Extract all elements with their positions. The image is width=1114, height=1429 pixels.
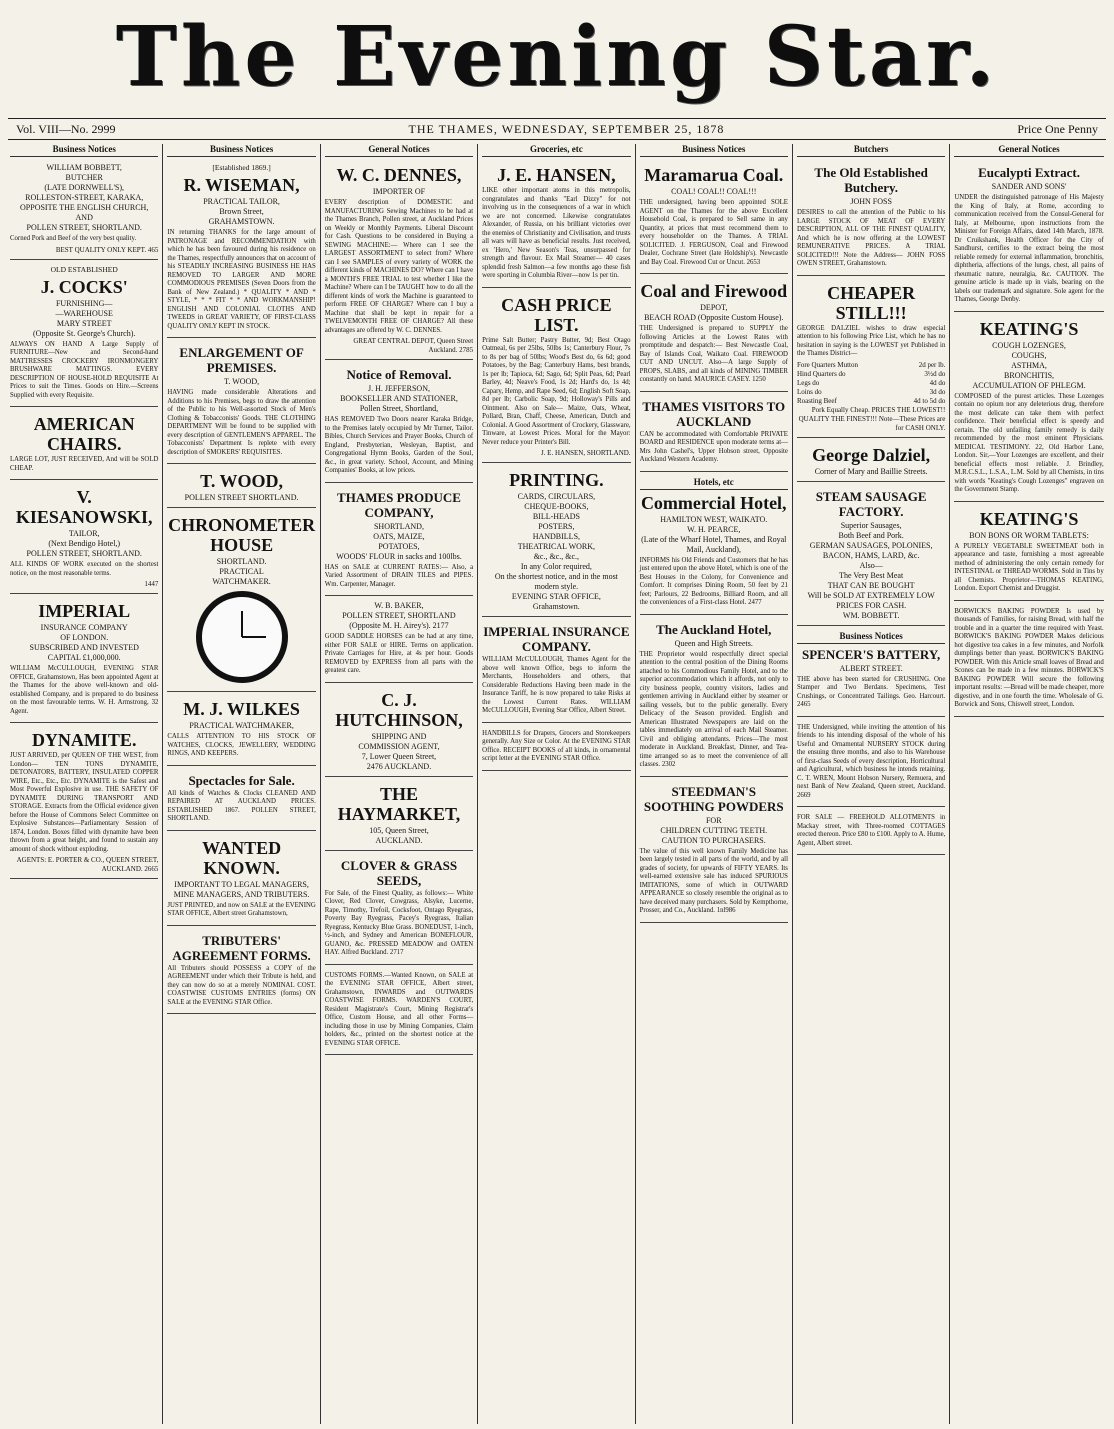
ad-line: CAUTION TO PURCHASERS. <box>661 835 766 845</box>
price-item: Hind Quarters do <box>796 369 846 378</box>
ad-line: HAMILTON WEST, WAIKATO. <box>660 514 768 524</box>
price-row <box>797 361 945 370</box>
ad-title: CLOVER & GRASS SEEDS, <box>340 857 458 888</box>
ad-line: PRACTICAL TAILOR, <box>203 197 280 206</box>
ad-line: T. WOOD, <box>224 377 260 386</box>
ad-title: WANTED KNOWN. <box>202 837 282 878</box>
ad-line: CARDS, CIRCULARS, <box>517 492 596 501</box>
ad-line: Brown Street, <box>219 207 264 216</box>
section-heading: General Notices <box>325 144 473 157</box>
ad-body: CALLS ATTENTION TO HIS STOCK OF WATCHES, CLOCKS, JEWELLERY, WEDDING RINGS, AND KEEPERS. <box>167 733 316 757</box>
ad-line: SHIPPING AND <box>371 731 427 741</box>
ad-body: UNDER the distinguished patronage of His Majesty the King of Italy, at Rome, according to communication received from the Consul-General for Italy, at Melbourne, upon instructions from the Minister for Foreign Affairs, dated 14th March, 1878. Dr Cruikshank, Health Officer for the City of Sandhurst, certifies to the extract being the most reliable remedy for external inflammation, bronchitis, diphtheria, affections of the lungs, chest, all pains of rheumatic nature, neuralgia, &c. CAUTION. The genuine article is made up in vials, bearing on the labels our trademark and signature. Sole agent for the Thames, George Denby. <box>954 194 1104 303</box>
advertisement <box>954 504 1103 601</box>
ad-title: IMPERIAL <box>38 601 131 621</box>
ad-title: R. WISEMAN, <box>183 175 300 195</box>
advertisement <box>325 853 473 965</box>
ad-body: ALL KINDS OF WORK executed on the shortest notice, on the most reasonable terms. <box>10 561 159 577</box>
ad-line: BON BONS OR WORM TABLETS: <box>969 530 1089 540</box>
ad-title: T. WOOD, <box>200 471 284 491</box>
ad-body: Corned Pork and Beef of the very best quality. <box>10 235 137 242</box>
ad-line: COAL! COAL!! COAL!!! <box>671 187 757 196</box>
ad-line: Grahamstown. <box>532 602 580 611</box>
advertisement <box>325 967 473 1056</box>
ad-footer: Pork Equally Cheap. PRICES THE LOWEST!! QUALITY THE FINEST!!! Note—These Prices are for CASH ONLY. <box>798 405 946 432</box>
ad-line: WATCHMAKER. <box>212 577 271 586</box>
ad-title: AMERICAN CHAIRS. <box>33 414 135 454</box>
ad-line: POLLEN STREET, SHORTLAND. <box>26 223 142 232</box>
ad-body: THE Proprietor would respectfully direct special attention to the central position of the Dining Rooms attached to his Commodious Family Hotel, and to the superior accommodation which it affords, not only to city business people, country visitors, ladies and gentlemen arriving in Auckland either by steamer or sailing vessels, but to the public generally. Every Delicacy of the Season provided. English and American Illustrated Newspapers are laid on the tables immediately on arrival of each Mail Steamer. Civil and obliging attendants. Prices—The most moderate in Auckland. Breakfast, Dinner, and Tea-time arranged so as to meet the convenience of all classes. 2302 <box>639 650 788 768</box>
ad-body: LIKE other important atoms in this metropolis, congratulates and thanks "Earl Dizzy" for not involving us in the consequences of a war in which we are not concerned. Likewise congratulates Alexander, of Russia, on his brilliant victories over the enemies of Christianity and Civilisation, and trusts all wars will have as beneficial results. Just received, ex 'Hero,' New Season's Teas, unsurpassed for strength and flavour. Ex Mail Steamer— 40 cases splendid fresh Salmon—a few months ago these fish were sporting in Columbia River—now 1s per tin. <box>482 187 631 279</box>
ad-line: AND <box>75 213 93 222</box>
price-row <box>797 388 945 397</box>
ad-title: STEEDMAN'S SOOTHING POWDERS <box>643 783 784 814</box>
ad-line: 105, Queen Street, <box>369 825 429 835</box>
ad-line: (Next Bendigo Hotel,) <box>48 539 121 548</box>
advertisement <box>167 833 315 926</box>
advertisement <box>325 362 473 483</box>
ad-line: THAT CAN BE BOUGHT <box>827 580 915 590</box>
advertisement <box>10 596 158 723</box>
ad-body: All Tributers should POSSESS a COPY of the AGREEMENT under which their Tribute is held, and they can now do so at a merely NOMINAL COST. COASTWISE CUSTOMS ENTRIES (forms) ON SALE at the EVENING STAR Office. <box>167 964 316 1006</box>
ad-line: &c., &c., &c., <box>533 552 580 561</box>
ad-footer: J. E. HANSEN, SHORTLAND. <box>540 449 631 457</box>
ad-body: CUSTOMS FORMS.—Wanted Known, on SALE at the EVENING STAR OFFICE, Albert street, Grahamstown, INWARDS and OUTWARDS COASTWISE FORMS. WARDEN'S COURT, Resident Magistrate's Court, Mining Registrar's Office, Custom House, and all other Forms—including those in use by Mining Companies, Claim holders, &c., printed on the shortest notice at the EVENING STAR OFFICE. <box>324 971 474 1047</box>
section-heading: Business Notices <box>797 631 945 644</box>
advertisement <box>167 768 315 831</box>
ad-title: Notice of Removal. <box>346 367 452 382</box>
column-2 <box>163 144 320 1424</box>
ad-body: HAS on SALE at CURRENT RATES:— Also, a Varied Assortment of DRAIN TILES and PIPES. Wm. Carpenter, Manager. <box>324 563 474 588</box>
price: Price One Penny <box>1017 121 1098 136</box>
advertisement <box>482 619 630 723</box>
ad-title: THAMES PRODUCE COMPANY, <box>337 489 461 520</box>
ad-line: POLLEN STREET, SHORTLAND <box>342 611 456 620</box>
ad-line: ASTHMA, <box>1011 360 1047 370</box>
ad-line: WM. BOBBETT. <box>842 610 900 620</box>
ad-title: SPENCER'S BATTERY, <box>802 646 941 662</box>
ad-body: HAVING made considerable Alterations and Additions to his Premises, begs to draw the attention of the Public to his Well-assorted Stock of Men's Clothing & Tobacconists' Goods. THE CLOTHING DEPARTMENT Will be found to be supplied with every description of GENTLEMEN'S APPAREL. The Tobacconists' Department Is replete with every description of SMOKERS' REQUISITES. <box>167 389 316 456</box>
ad-body: INFORMS his Old Friends and Customers that he has just entered upon the above Hotel, which is one of the Best Houses in the Colony, for Convenience and Comfort. It comprises Dining Room, 50 feet by 21 feet; Parlours, 22 Bedrooms, Billiard Room, and all the conveniences of a First-class Hotel. 2477 <box>639 556 788 606</box>
ad-line: Will be SOLD AT EXTREMELY LOW <box>807 590 935 600</box>
ad-line: AUCKLAND. <box>375 835 423 845</box>
advertisement <box>640 779 788 923</box>
ad-title: DYNAMITE. <box>31 730 137 750</box>
advertisement <box>640 617 788 777</box>
ad-footer: 1447 <box>144 580 159 588</box>
ad-title: C. J. HUTCHINSON, <box>335 689 463 730</box>
ad-line: CAPITAL £1,000,000. <box>47 653 121 662</box>
advertisement <box>797 440 945 482</box>
ad-body: WILLIAM McCULLOUGH, EVENING STAR OFFICE, Grahamstown, Has been appointed Agent at the Thames for the above well-known and old-established Company, and is prepared to do business on the most favourable terms. W. H. Armstrong, 32 Agent. <box>10 665 159 715</box>
column-6 <box>793 144 950 1424</box>
advertisement <box>10 262 158 408</box>
advertisement <box>325 685 473 777</box>
ad-line: COUGH LOZENGES, <box>992 340 1066 350</box>
ad-line: Also— <box>859 560 883 570</box>
price-value: 2d per lb. <box>918 360 946 369</box>
ad-body: THE Undersigned, while inviting the attention of his friends to his intending disposal of the whole of his Useful and Ornamental NURSERY STOCK during the ensuing three months, and also to his Warehouse of first-class Seeds of every description, Horticultural and Agricultural, which business he intends retaining. C. T. WREN, Mount Hobson Nursery, Remuera, and next Bank of New Zealand, Queen street, Auckland. 2669 <box>796 723 946 799</box>
ad-body: For Sale, of the Finest Quality, as follows:— White Clover, Red Clover, Cowgrass, Alsyke, Lucerne, Rape, Timothy, Trefoil, Cocksfoot, Ontago Ryegrass, Poverty Bay Ryegrass, Pacey's Ryegrass, Italian Ryegrass, Kentucky Blue Grass. BONEDUST, 1-inch, ½-inch, and Sydney and American BONEFLOUR, GUANO, &c. PRESSED MEADOW and OATEN HAY. Alfred Buckland. 2717 <box>324 889 474 956</box>
advertisement <box>325 485 473 597</box>
price-row <box>797 379 945 388</box>
advertisement <box>482 725 630 771</box>
ad-line: Queen and High Streets. <box>674 638 753 648</box>
ad-title: Commercial Hotel, <box>640 492 787 513</box>
advertisement <box>954 603 1103 717</box>
ad-body: BORWICK'S BAKING POWDER Is used by thousands of Families, for raising Bread, with half the trouble and in a quarter the time required with Yeast. BORWICK'S BAKING POWDER Makes delicious hot digestive tea cakes in a few minutes, and Norfolk dumplings better than yeast. BORWICK'S BAKING POWDER. With this Article small loaves of Bread and Scones can be made in a few minutes. BORWICK'S BAKING POWDER Will secure the following important results: —Bread will be made cheaper, more digestive, and in one fourth the time. Wholesale of G. Borwick and Sons, Chiswell street, London. <box>954 607 1104 708</box>
ad-line: POLLEN STREET, SHORTLAND. <box>26 549 142 558</box>
ad-line: INSURANCE COMPANY <box>40 623 128 632</box>
ad-title: STEAM SAUSAGE FACTORY. <box>815 488 927 519</box>
ad-line: DEPOT, <box>700 303 728 312</box>
advertisement <box>797 278 945 438</box>
ad-body: All kinds of Watches & Clocks CLEANED AND REPAIRED AT AUCKLAND PRICES. ESTABLISHED 1867. POLLEN STREET, SHORTLAND. <box>167 789 316 822</box>
ad-title: J. COCKS' <box>40 276 128 297</box>
advertisement <box>167 160 315 338</box>
ad-body: COMPOSED of the purest articles. These Lozenges contain no opium nor any deleterious drug, therefore the most delicate can take them with perfect confidence. Their beneficial effect is speedy and certain. The old unfailing family remedy is daily recommended by the most eminent Physicians. MEDICAL TESTIMONY. 22, Old Harbor Lane, London. Sir,—Your Lozenges are excellent, and their beneficial effects most reliable. J. Brindley, M.R.C.S.L., L.S.A., L.M. Sold by all Chemists, in tins with words "Keating's Cough Lozenges" engraven on the Government Stamp. <box>954 392 1104 493</box>
ad-line: CHILDREN CUTTING TEETH. <box>660 825 768 835</box>
section-heading: Business Notices <box>167 144 315 157</box>
newspaper-title: The Evening Star. <box>115 9 999 105</box>
ad-line: (Opposite M. H. Airey's). 2177 <box>349 621 449 630</box>
ad-line: W. B. BAKER, <box>374 601 424 610</box>
ad-line: BACON, HAMS, LARD, &c. <box>822 550 920 560</box>
ad-title: ENLARGEMENT OF PREMISES. <box>179 345 304 375</box>
ad-line: 7, Lower Queen Street, <box>361 751 437 761</box>
ad-title: Coal and Firewood <box>640 281 788 301</box>
advertisement <box>10 409 158 480</box>
ad-body: WILLIAM McCULLOUGH, Thames Agent for the above well known Office, begs to inform the Merchants, Householders and others, that Considerable Reductions Having been made in the Insurance Tariff, he is now prepared to take Risks at the Lowest Current Rates. WILLIAM McCULLOUGH, Evening Star Office, Albert Street. <box>482 656 631 714</box>
ad-body: GOOD SADDLE HORSES can be had at any time, either FOR SALE or HIRE. Terms on application. Private Carriages for Hire, at 4s per hour. Goods REMOVED by EXPRESS from all parts with the greatest care. <box>324 633 474 674</box>
section-heading: Butchers <box>797 144 945 157</box>
ad-line: 2476 AUCKLAND. <box>366 761 432 771</box>
ad-title: V. KIESANOWSKI, <box>15 487 153 527</box>
clock-illustration <box>196 591 288 683</box>
ad-title: IMPERIAL INSURANCE COMPANY. <box>483 624 630 654</box>
price-row <box>797 397 945 406</box>
section-heading: Groceries, etc <box>482 144 630 157</box>
price-row <box>797 370 945 379</box>
ad-footer: BEST QUALITY ONLY KEPT. 465 <box>55 245 159 254</box>
ad-line: J. H. JEFFERSON, <box>367 384 430 393</box>
ad-body: CAN be accommodated with Comfortable PRIVATE BOARD and RESIDENCE upon moderate terms at— Mrs John Cashel's, Upper Hobson street, Opposite Auckland Western Academy. <box>639 430 788 463</box>
advertisement <box>640 474 788 615</box>
ad-body: JUST PRINTED, and now on SALE at the EVENING STAR OFFICE, Albert street Grahamstown, <box>167 901 316 917</box>
advertisement <box>954 160 1103 312</box>
ad-title: CHRONOMETER HOUSE <box>168 515 316 555</box>
ad-line: POSTERS, <box>538 522 575 531</box>
ad-title: The Old Established Butchery. <box>814 165 928 195</box>
ad-line: On the shortest notice, and in the most modern style. <box>494 572 618 591</box>
ad-line: BILL-HEADS <box>532 512 580 521</box>
ad-title: TRIBUTERS' AGREEMENT FORMS. <box>172 932 311 963</box>
advertisement <box>954 314 1103 502</box>
volume-number: Vol. VIII—No. 2999 <box>16 121 116 136</box>
advertisement <box>167 466 315 508</box>
ad-line: In any Color required, <box>520 562 592 571</box>
ad-line: IMPORTANT TO LEGAL MANAGERS, MINE MANAGERS, AND TRIBUTERS. <box>173 879 310 899</box>
ad-body: THE undersigned, having been appointed SOLE AGENT on the Thames for the above Excellent Household Coal, is prepared to Sell same in any Quantity, at prices that must recommend them to every householder on the Thames. A TRIAL SOLICITED. J. FERGUSON, Coal and Firewood Dealer, Cochrane Street (late Holdship's). Newcastle and Bay Coal. Firewood Cut or Uncut. 2653 <box>639 199 788 266</box>
price-value: 3½d do <box>924 369 946 378</box>
ad-line: MARY STREET <box>56 318 112 328</box>
ad-title: J. E. HANSEN, <box>497 165 616 185</box>
clock-hand <box>242 636 266 638</box>
price-value: 3d do <box>929 387 946 396</box>
ad-line: SHORTLAND, <box>373 521 424 531</box>
ad-line: SUBSCRIBED AND INVESTED <box>29 643 139 652</box>
ad-line: PRICES FOR CASH. <box>836 600 907 610</box>
advertisement <box>482 160 630 288</box>
advertisement <box>797 628 945 717</box>
section-heading: Business Notices <box>10 144 158 157</box>
ad-body: IN returning THANKS for the large amount of PATRONAGE and RECOMMENDATION with which he has been favoured during his residence on the Thames, respectfully announces that on account of his STEADILY INCREASING BUSINESS HE HAS REMOVED TO LARGER AND MORE COMMODIOUS PREMISES (Seven Doors from the Bank of New Zealand.) * QUALITY * AND * STYLE, * * * FIT * * AND WORKMANSHIP! ENGLISH AND COLONIAL CLOTHS AND TWEEDS in GREAT VARIETY, OF FIRST-CLASS QUALITY ONLY KEPT IN STOCK. <box>167 229 316 330</box>
ad-line: OATS, MAIZE, <box>373 531 425 541</box>
advertisement <box>797 160 945 276</box>
advertisement <box>640 160 788 274</box>
ad-line: BRONCHITIS, <box>1004 370 1055 380</box>
newspaper-columns <box>6 144 1108 1424</box>
ad-title: M. J. WILKES <box>183 699 300 719</box>
ad-title: PRINTING. <box>509 470 604 490</box>
ad-title: Eucalypti Extract. <box>978 165 1080 180</box>
ad-body: The value of this well known Family Medicine has been largely tested in all parts of the world, and by all grades of society, for upwards of FIFTY YEARS. Its well-earned extensive sale has induced SPURIOUS IMITATIONS, some of which in OUTWARD APPEARANCE so closely resemble the original as to have deceived many purchasers. Sold by Kempthorne, Prosser, and Co., Auckland. 1nl986 <box>639 847 788 914</box>
ad-body: HAS REMOVED Two Doors nearer Karaka Bridge, to the Premises lately occupied by Mr Turner, Tailor. Bibles, Church Services and Prayer Books, Church of England, Presbyterian, Wesleyan, Baptist, and Congregational Hymn Books, Garden of the Soul, &c., in great variety. School, Account, and Mining Companies' Books, at low prices. <box>324 416 474 474</box>
ad-line: PRACTICAL <box>219 567 264 576</box>
ad-line: WILLIAM BOBBETT, <box>46 163 122 172</box>
price-value: 4d do <box>929 378 946 387</box>
ad-line: GERMAN SAUSAGES, POLONIES, <box>809 540 933 550</box>
ad-line: FOR <box>705 815 722 825</box>
advertisement <box>10 725 158 879</box>
ad-title: CASH PRICE LIST. <box>501 294 612 335</box>
ad-title: KEATING'S <box>979 318 1079 339</box>
issue-date: THE THAMES, WEDNESDAY, SEPTEMBER 25, 1878 <box>408 121 725 136</box>
ad-line: (Late of the Wharf Hotel, Thames, and Royal Mail, Auckland), <box>641 534 787 554</box>
advertisement <box>10 160 158 260</box>
price-item: Fore Quarters Mutton <box>796 360 858 369</box>
ad-title: The Auckland Hotel, <box>656 621 772 637</box>
ad-body: THE Undersigned is prepared to SUPPLY the following Articles at the Lowest Rates with promptitude and despatch:— Best Newcastle Coal, Bay of Islands Coal, Waikato Coal. FIREWOOD CUT AND UNCUT. Also—A large Supply of PROPS, SLABS, and all kinds of MINING TIMBER constantly on hand. MAURICE CASEY. 1250 <box>639 325 788 383</box>
advertisement <box>640 276 788 392</box>
ad-line: POLLEN STREET SHORTLAND. <box>184 493 299 502</box>
column-3 <box>321 144 478 1424</box>
ad-line: SHORTLAND. <box>216 557 267 566</box>
ad-body: EVERY description of DOMESTIC and MANUFACTURING Sewing Machines to be had at the Thames Branch, Pollen street, at Auckland Prices on Weekly or Monthly Payments. Liberal Discount for Cash. Questions to be considered in Buying a SEWING MACHINE:— Where can I see the LARGEST ASSORTMENT to select from? Where can I see SAMPLES of every variety of WORK the different kinds of MACHINES DO? Where can I have a MONTH'S FREE TRIAL to test whether I like the Machine? Where can I be TAUGHT how to do all the different kinds of work the Machine is guaranteed to perform FREE OF CHARGE? Where can I buy a Machine that shall be kept in repair for a TWELVEMONTH FREE OF CHARGE? All these advantages are offered by W. C. DENNES. <box>324 199 474 334</box>
ad-title: W. C. DENNES, <box>336 165 462 185</box>
price-item: Legs do <box>796 378 820 387</box>
ad-body: JUST ARRIVED, per QUEEN OF THE WEST, from London— TEN TONS DYNAMITE, DETONATORS, BATTERY, INSULATED COPPER WIRE, Etc., Etc., Etc. DYNAMITE is the Safest and Most Powerful Explosive in use. THE SAFETY OF DYNAMITE DURING TRANSPORT AND STORAGE. Extracts from the Official evidence given before the House of Commons Select Committee on Explosive Substances—Parliamentary Session of 1874, London. Boxes filled with dynamite have been thrown from a great height, and found to sustain any amount of shock without exploding. <box>10 752 159 853</box>
ad-line: BUTCHER <box>65 173 103 182</box>
ad-line: ACCUMULATION OF PHLEGM. <box>972 380 1086 390</box>
ad-body: A PURELY VEGETABLE SWEETMEAT both in appearance and taste, furnishing a most agreeable method of administering the only certain remedy for INTESTINAL or THREAD WORMS. Sold in Tins by all Chemists. Proprietor—THOMAS KEATING, London. Export Chemist and Druggist. <box>954 542 1104 592</box>
ad-title: Maramarua Coal. <box>644 165 784 185</box>
ad-line: Pollen Street, Shortland, <box>359 404 439 413</box>
price-item: Roasting Beef <box>796 396 837 405</box>
ad-title: CHEAPER STILL!!! <box>827 282 916 323</box>
ad-line: ALBERT STREET. <box>839 663 903 673</box>
ad-line: BEACH ROAD (Opposite Custom House). <box>644 313 784 322</box>
column-7 <box>950 144 1107 1424</box>
advertisement <box>482 290 630 464</box>
ad-title: KEATING'S <box>979 508 1079 529</box>
ad-line: COMMISSION AGENT, <box>358 741 440 751</box>
ad-line: OF LONDON. <box>60 633 109 642</box>
column-1 <box>6 144 163 1424</box>
ad-line: POTATOES, <box>378 541 420 551</box>
ad-title: THAMES VISITORS TO AUCKLAND <box>642 398 786 429</box>
ad-title: THE HAYMARKET, <box>337 783 461 824</box>
price-list <box>797 361 945 406</box>
ad-body: THE above has been started for CRUSHING. One Stamper and Two Berdans. Specimens, Test Crushings, or Concentrated Tailings. Geo. Harcourt. 2465 <box>796 675 946 708</box>
advertisement <box>482 465 630 617</box>
advertisement <box>10 482 158 594</box>
section-heading: Hotels, etc <box>640 477 788 490</box>
ad-line: COUGHS, <box>1011 350 1047 360</box>
ad-line: W. H. PEARCE, <box>687 524 741 534</box>
ad-line: —WAREHOUSE <box>55 308 113 318</box>
ad-line: OPPOSITE THE ENGLISH CHURCH, <box>20 203 149 212</box>
advertisement <box>640 394 788 472</box>
advertisement <box>797 719 945 808</box>
ad-line: IMPORTER OF <box>372 187 426 196</box>
ad-line: ROLLESTON-STREET, KARAKA, <box>25 193 144 202</box>
advertisement <box>167 928 315 1015</box>
ad-line: HANDBILLS, <box>532 532 581 541</box>
advertisement <box>797 484 945 626</box>
ad-line: CHEQUE-BOOKS, <box>524 502 589 511</box>
ad-subtitle: [Established 1869.] <box>212 163 271 172</box>
advertisement <box>167 510 315 692</box>
ad-body: FOR SALE — FREEHOLD ALLOTMENTS in Mackay street, with Three-roomed COTTAGES erected thereon. Price £80 to £100. Apply to A. Hume, Agent, Albert street. <box>796 814 946 847</box>
ad-title: Spectacles for Sale. <box>188 772 295 788</box>
ad-line: EVENING STAR OFFICE, <box>511 592 601 601</box>
ad-line: The Very Best Meat <box>839 570 904 580</box>
dateline-bar <box>8 118 1106 140</box>
ad-body: DESIRES to call the attention of the Public to his LARGE STOCK OF MEAT OF EVERY DESCRIPTION, ALL OF THE FINEST QUALITY, And which he is now offering at the LOWEST REMUNERATIVE PRICES. A TRIAL SOLICITED!!! Note the Address— JOHN FOSS OWEN STREET, Grahamstown. <box>796 209 946 267</box>
section-heading: Business Notices <box>640 144 788 157</box>
ad-line: SANDER AND SONS' <box>991 182 1067 191</box>
ad-line: BOOKSELLER AND STATIONER, <box>340 394 458 403</box>
ad-line: PRACTICAL WATCHMAKER, <box>189 721 294 730</box>
advertisement <box>325 779 473 851</box>
column-4 <box>478 144 635 1424</box>
ad-line: Both Beef and Pork. <box>838 530 904 540</box>
ad-line: WOODS' FLOUR in sacks and 100lbs. <box>336 551 462 561</box>
advertisement <box>325 598 473 683</box>
ad-line: FURNISHING— <box>55 298 113 308</box>
ad-body: HANDBILLS for Drapers, Grocers and Storekeepers generally. Any Size or Color. At the EVENING STAR Office. RECEIPT BOOKS of all kinds, in ornamental script letter at the EVENING STAR Office. <box>482 729 631 762</box>
ad-line: (LATE DORNWELL'S), <box>44 183 125 192</box>
section-heading: General Notices <box>954 144 1103 157</box>
column-5 <box>636 144 793 1424</box>
ad-line: Superior Sausages, <box>840 520 902 530</box>
ad-line: GRAHAMSTOWN. <box>208 217 275 226</box>
ad-line: (Opposite St. George's Church). <box>33 328 136 338</box>
advertisement <box>325 160 473 360</box>
price-item: Loins do <box>796 387 822 396</box>
advertisement <box>167 694 315 766</box>
ad-line: THEATRICAL WORK, <box>517 542 596 551</box>
ad-footer: GREAT CENTRAL DEPOT, Queen Street Auckland. 2785 <box>353 337 474 354</box>
advertisement <box>167 340 315 464</box>
ad-body: ALWAYS ON HAND A Large Supply of FURNITURE—New and Second-hand MATTRESSES CROCKERY IRONMONGERY BRUSHWARE MATTINGS. EVERY DESCRIPTION OF HOUSE-HOLD REQUISITE At Prices to suit the Times. Goods on Hire.—Screens Supplied with every Requisite. <box>10 340 159 399</box>
price-value: 4d to 5d do <box>913 396 946 405</box>
ad-line: JOHN FOSS <box>850 197 892 206</box>
ad-body: Prime Salt Butter; Pastry Butter, 9d; Best Otago Oatmeal, 6s per 25lbs, 50lbs 1s; Canterbury Flour, 7s to 8s per bag of 50lbs; Wood's Best do, 6s 6d; good Potatoes, by the Bag; Canterbury Hams, best brands, 1s per lb; Tapioca, 6d; Sago, 6d; Split Peas, 6d; Pearl Barley, 4d; Neave's Food, 1s 2d; Hard's do, 1s 4d; Capary, Hemp, and Rape Seed, 6d; English Soft Soap, 8d per lb; Carbolic Soap, 9d; Holloway's Pills and Ointment. Also on Sale— Maize, Oats, Wheat, Pollard, Bran, Chaff, Cheese, American, Dutch and Colonial. A Good Assortment of Crockery, Glassware, Tinware, at Lowest Prices. Moral for the Mayor: Never reduce your Printer's Bill. <box>482 336 631 446</box>
masthead <box>0 0 1114 115</box>
ad-footer: AGENTS: E. PORTER & CO., QUEEN STREET, AUCKLAND. 2665 <box>16 856 159 873</box>
ad-body: LARGE LOT, JUST RECEIVED, And will be SOLD CHEAP. <box>10 456 159 472</box>
ad-subtitle: OLD ESTABLISHED <box>50 264 118 274</box>
ad-title: George Dalziel, <box>812 444 931 465</box>
advertisement <box>797 809 945 855</box>
ad-body: GEORGE DALZIEL wishes to draw especial attention to his following Price List, which he has no hesitation in saying is the LOWEST yet Published in the Thames District— <box>796 324 946 357</box>
clock-hand <box>241 611 243 637</box>
ad-line: Corner of Mary and Baillie Streets. <box>814 466 928 476</box>
ad-line: TAILOR, <box>68 529 100 538</box>
